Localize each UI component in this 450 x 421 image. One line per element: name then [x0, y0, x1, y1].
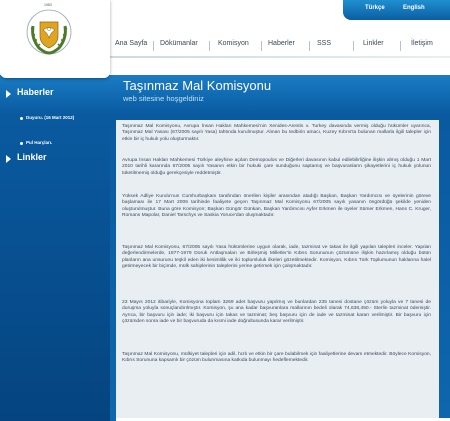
sidebar-news-item[interactable]: Pul Harçları. — [26, 140, 53, 145]
content-paragraph: Taşınmaz Mal Komisyonu, 67/2005 sayılı Yasa hükümlerine uygun olarak, iade, tazminat ve takas ile ilgili yapılan talepleri inceler. Yapılan değerlendirmelerde, 1977-1979 Doruk Antlaşmaları ve Birleşmiş Milletler'in Kıbrıs Sorununun çözümüne ilişkin hazırlamış olduğu bütün planların ana unsurunu teşkil eden iki kesimlilik ve iki toplumluluk ilkeleri gözetilmektedir. Komisyon, Kıbrıs Türk Toplumunun haklarına halel getirmeyecek bir biçimde, mülk sahiplerinin taleplerini yerine getirmek için çalışmaktadır. — [122, 245, 431, 270]
nav-news[interactable]: Haberler — [268, 40, 295, 47]
nav-divider — [209, 41, 210, 51]
nav-underline — [110, 56, 450, 58]
nav-divider — [153, 41, 154, 51]
content-paragraph: Yüksek Adliye Kurulu'nun Cumhurbaşkanı tarafından önerilen kişiler arasından atadığı Başkan, Başkan Yardımcısı ve üyelerinin göreve başlaması ile 17 Mart 2006 tarihinde faaliyete geçen Taşınmaz Mal Komisyonu 67/2005 sayılı yasanın öngördüğü şekilde yeniden oluşturulmuştur. Buna göre Komisyon; Başkan Güngör Günkan, Başkan Yardımcısı Ayfer Erkmen ile üyeler Sümer Erkmen, Hans C. Kruger, Romans Mapolar, Daniel Tarschys ve Saskia Yoruce'dan oluşmaktadır. — [122, 194, 431, 219]
bullet-icon — [20, 117, 23, 120]
content-paragraph: Taşınmaz Mal Komisyonu, mülkiyet talepleri için adil, hızlı ve etkin bir çare bulabilmek için faaliyetlerine devam etmektedir. Böylece Komisyon, Kıbrıs Sorununa kapsamlı bir çözüm bulunmasına katkıda bulunmayı hedeflemektedir. — [122, 352, 431, 364]
language-bar — [343, 0, 450, 20]
content-paragraph: 23 Mayıs 2012 itibariyle, Komisyona toplam 3269 adet başvuru yapılmış ve bunlardan 235 tanesi dostane çözüm yoluyla ve 7 tanesi de duruşma yoluyla sonuçlandırılmıştır. Komisyon, şu ana kadar başvuranlara mallarının bedeli olarak 74,638,450.- Sterlin tazminat ödemiştir. Ayrıca, bir başvuru için iade; iki başvuru için takas ve tazminat; beş başvuru için de iade ve tazminat kararı verilmiştir. Bir başvuru için çözümden sonra iade ve bir başvuruda da kısmi iade doğrultusunda karar verilmiştir. — [122, 300, 431, 325]
content-paragraph: Avrupa İnsan Hakları Mahkemesi Türkiye aleyhine açılan Demopoulos ve Diğerleri davasının kabul edilebilirliğine ilişkin almış olduğu 1 Mart 2010 tarihli kararında 67/2005 sayılı Yasanın etkin bir hukuki çare sunduğunu saptamış ve başvuranların şikayetlerini iç hukuk yolunun tüketilmemiş olduğu gerekçesiyle reddetmiştir. — [122, 158, 431, 176]
nav-divider — [400, 41, 401, 51]
sidebar-news-heading[interactable]: Haberler — [17, 87, 54, 97]
sidebar-links-heading[interactable]: Linkler — [17, 152, 47, 162]
content-paragraph: Taşınmaz Mal Komisyonu, Avrupa İnsan Hakları Mahkemesi'nin Xenides-Arestis v. Turkey davasında vermiş olduğu hükümler uyarınca, Taşınmaz Mal Yasası (67/2005 sayılı Yasa) tahtında kurulmuştur. Alınan bu tedbirin amacı, Kuzey Kıbrıs'ta bulunan mallarla ilgili talepler için etkin bir iç hukuk yolu oluşturmaktır. — [122, 124, 431, 142]
chevron-right-icon — [6, 155, 11, 163]
nav-contact[interactable]: İletişim — [411, 40, 433, 47]
sidebar-news-item[interactable]: Duyuru. (16 Mart 2012) — [26, 115, 75, 120]
nav-home[interactable]: Ana Sayfa — [115, 40, 148, 47]
main-nav — [110, 40, 450, 54]
nav-links[interactable]: Linkler — [363, 40, 384, 47]
nav-commission[interactable]: Komisyon — [218, 40, 249, 47]
seal-year: 1983 — [44, 3, 52, 7]
nav-divider — [353, 41, 354, 51]
bullet-icon — [20, 142, 23, 145]
page-title: Taşınmaz Mal Komisyonu — [123, 78, 272, 93]
nav-divider — [261, 41, 262, 51]
sidebar — [0, 87, 110, 421]
logo-panel[interactable] — [0, 0, 110, 78]
chevron-right-icon — [6, 90, 11, 98]
nav-faq[interactable]: SSS — [317, 40, 332, 47]
language-turkish-link[interactable]: Türkçe — [365, 5, 385, 11]
nav-documents[interactable]: Dökümanlar — [160, 40, 198, 47]
page-subtitle: web sitesine hoşgeldiniz — [123, 94, 204, 103]
nav-divider — [309, 41, 310, 51]
language-english-link[interactable]: English — [403, 5, 425, 11]
state-seal-icon — [25, 8, 73, 56]
